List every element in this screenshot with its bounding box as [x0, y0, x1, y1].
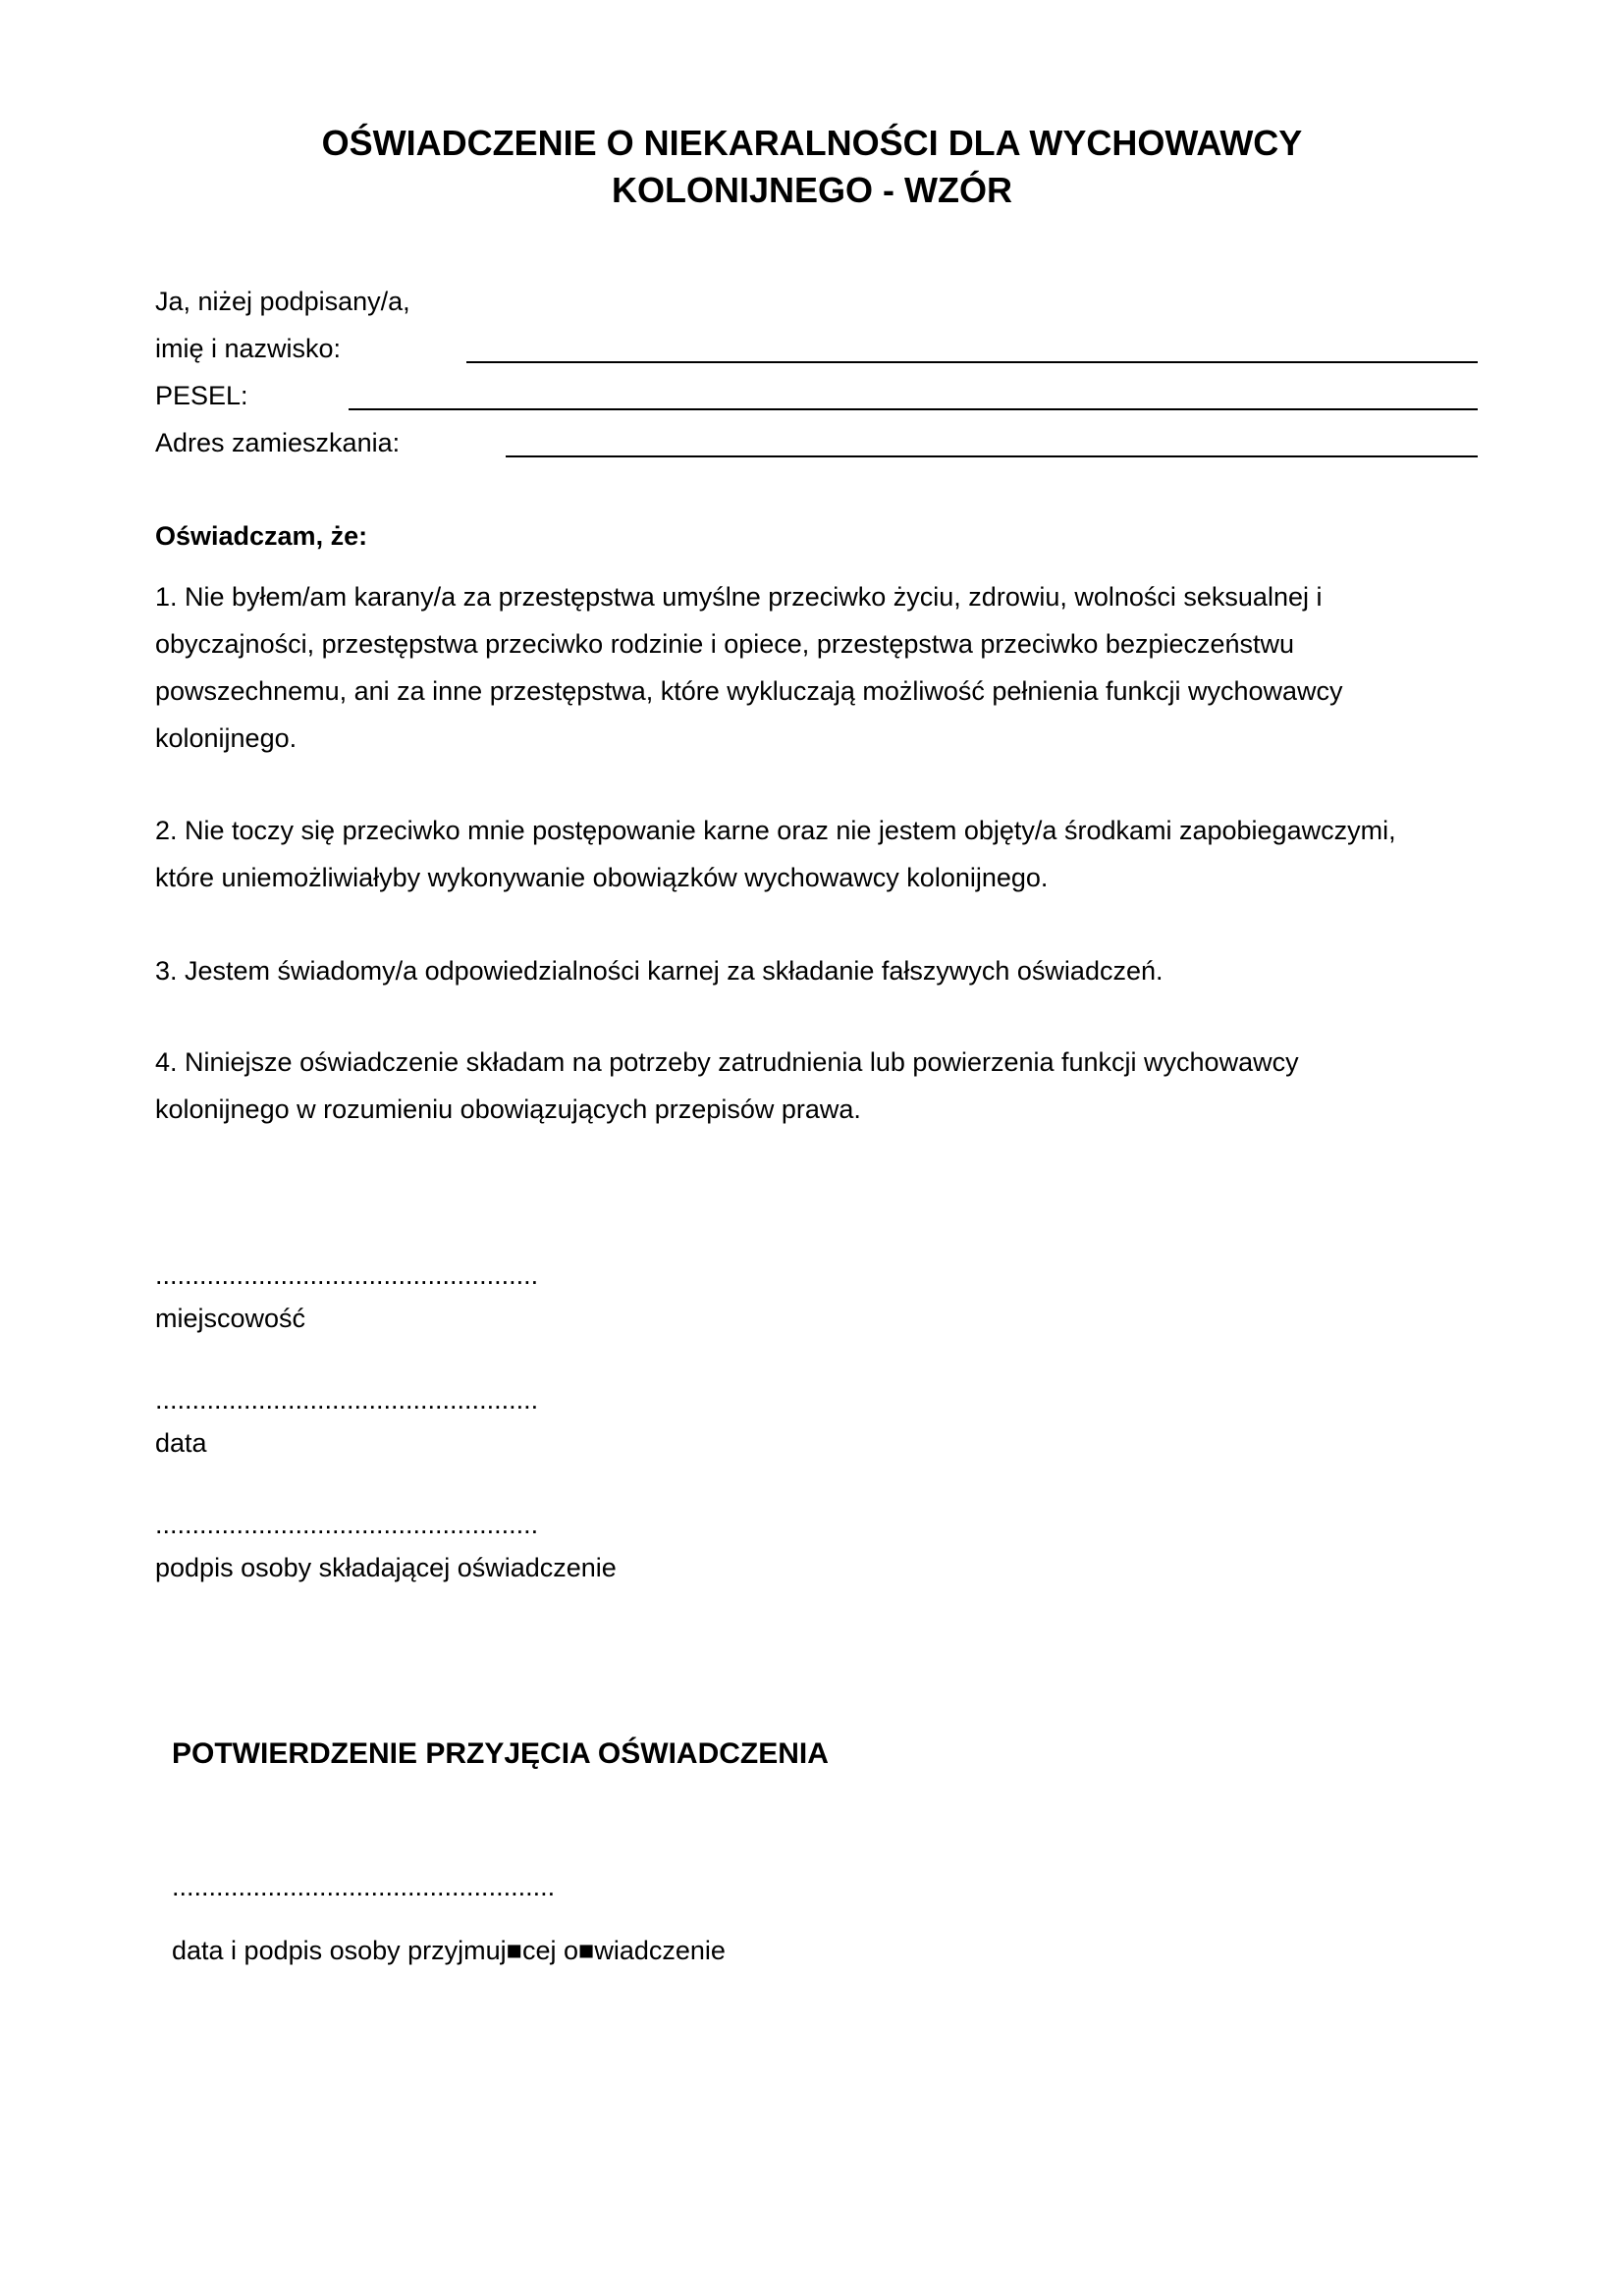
name-label: imię i nazwisko:	[155, 334, 342, 363]
intro-text: Ja, niżej podpisany/a,	[155, 287, 410, 316]
address-label: Adres zamieszkania:	[155, 428, 401, 457]
declaration-item-1-line: kolonijnego.	[155, 723, 298, 753]
signature-dotted-line[interactable]: ....................................................	[155, 1510, 539, 1539]
document-title-line-2: KOLONIJNEGO - WZÓR	[612, 170, 1012, 210]
declaration-item-1-line: 1. Nie byłem/am karany/a za przestępstwa umyślne przeciwko życiu, zdrowiu, wolności seksualnej i	[155, 582, 1323, 612]
declaration-item-1-line: obyczajności, przestępstwa przeciwko rodzinie i opiece, przestępstwa przeciwko bezpieczeństwu	[155, 629, 1295, 659]
date-label: data	[155, 1428, 207, 1458]
declaration-item-2	[155, 807, 1490, 901]
place-dotted-line[interactable]: ....................................................	[155, 1260, 539, 1290]
document-title-line-1: OŚWIADCZENIE O NIEKARALNOŚCI DLA WYCHOWAWCY	[321, 123, 1303, 163]
declaration-item-2-line: które uniemożliwiałyby wykonywanie obowiązków wychowawcy kolonijnego.	[155, 863, 1049, 892]
declaration-item-1-line: powszechnemu, ani za inne przestępstwa, które wykluczają możliwość pełnienia funkcji wychowawcy	[155, 676, 1343, 706]
declaration-item-3-line: 3. Jestem świadomy/a odpowiedzialności karnej za składanie fałszywych oświadczeń.	[155, 956, 1164, 986]
place-label: miejscowość	[155, 1304, 306, 1333]
declaration-item-4	[155, 1039, 1490, 1133]
declaration-item-4-line: 4. Niniejsze oświadczenie składam na potrzeby zatrudnienia lub powierzenia funkcji wychowawcy	[155, 1047, 1299, 1077]
declaration-item-3	[155, 947, 1490, 994]
declaration-item-1	[155, 573, 1490, 762]
signature-label: podpis osoby składającej oświadczenie	[155, 1553, 617, 1582]
confirmation-dotted-line[interactable]: ....................................................	[172, 1872, 556, 1901]
declaration-item-2-line: 2. Nie toczy się przeciwko mnie postępowanie karne oraz nie jestem objęty/a środkami zapobiegawczymi,	[155, 816, 1396, 845]
declaration-heading: Oświadczam, że:	[155, 521, 368, 551]
declaration-item-4-line: kolonijnego w rozumieniu obowiązujących przepisów prawa.	[155, 1095, 861, 1124]
pesel-label: PESEL:	[155, 381, 248, 410]
address-field-line[interactable]	[506, 455, 1478, 457]
confirmation-label: data i podpis osoby przyjmuj■cej o■wiadczenie	[172, 1936, 726, 1965]
pesel-field-line[interactable]	[349, 408, 1478, 410]
name-field-line[interactable]	[466, 361, 1478, 363]
date-dotted-line[interactable]: ....................................................	[155, 1385, 539, 1415]
confirmation-heading: POTWIERDZENIE PRZYJĘCIA OŚWIADCZENIA	[172, 1737, 829, 1770]
